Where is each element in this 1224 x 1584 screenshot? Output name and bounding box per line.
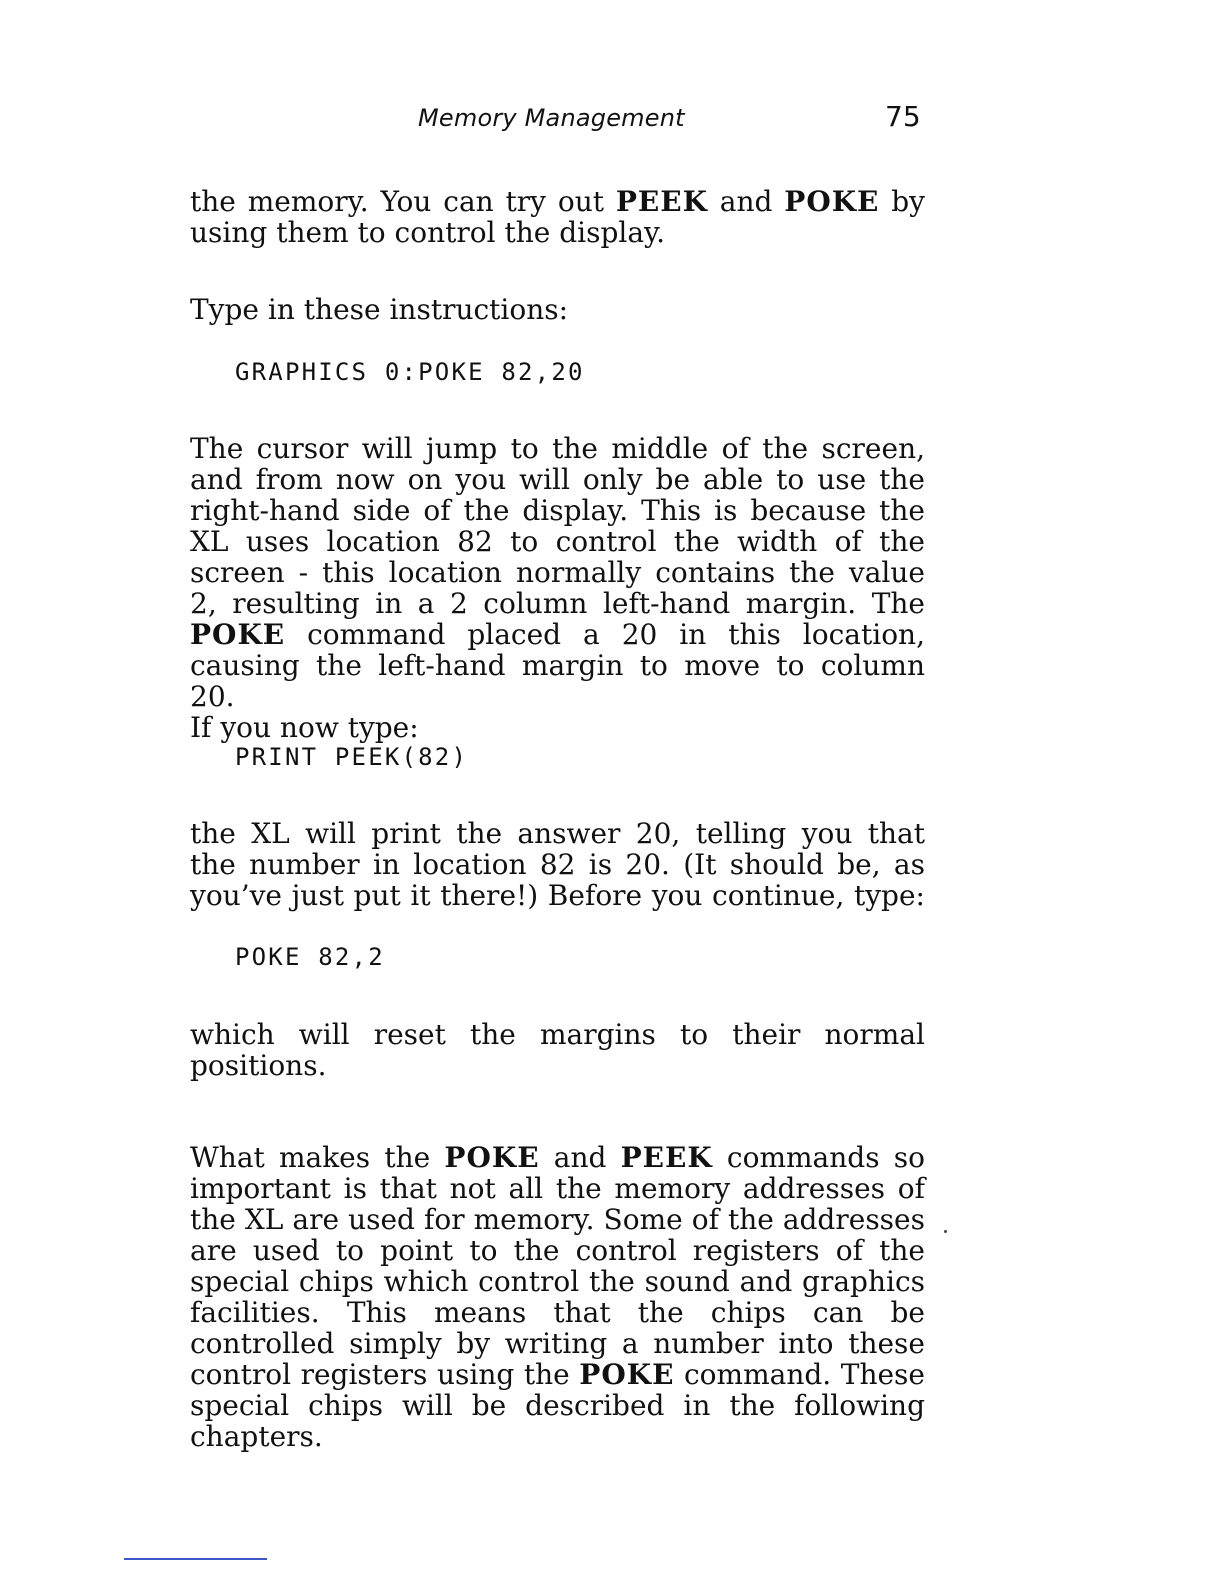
paragraph-line: XL uses location 82 to control the width of the — [190, 525, 925, 558]
paragraph-line: The cursor will jump to the middle of the screen, — [190, 432, 925, 465]
paragraph-line: screen - this location normally contains the value — [190, 556, 925, 589]
keyword-poke: POKE — [784, 185, 880, 218]
keyword-peek: PEEK — [615, 185, 708, 218]
text-run: What makes the — [190, 1141, 445, 1174]
paragraph-1 — [190, 186, 925, 248]
paragraph-line: you’ve just put it there!) Before you continue, type: — [190, 879, 925, 912]
paragraph-6 — [190, 1142, 925, 1452]
scan-speck — [944, 1230, 947, 1233]
code-line-poke-reset: POKE 82,2 — [235, 943, 385, 971]
paragraph-line: which will reset the margins to their normal — [190, 1018, 925, 1051]
text-run: and — [539, 1141, 621, 1174]
text-run: commands so — [712, 1141, 925, 1174]
text-run: control registers using the — [190, 1358, 580, 1391]
text-run: by — [879, 185, 925, 218]
paragraph-line: the number in location 82 is 20. (It should be, as — [190, 848, 925, 881]
paragraph-line: chapters. — [190, 1420, 323, 1453]
paragraph-line — [190, 619, 925, 650]
code-line-print-peek: PRINT PEEK(82) — [235, 743, 469, 771]
keyword-peek: PEEK — [620, 1141, 713, 1174]
paragraph-line: controlled simply by writing a number into these — [190, 1327, 925, 1360]
paragraph-line: facilities. This means that the chips can be — [190, 1296, 925, 1329]
paragraph-line: the XL are used for memory. Some of the addresses — [190, 1203, 925, 1236]
paragraph-line: and from now on you will only be able to use the — [190, 463, 925, 496]
footer-rule — [124, 1558, 267, 1560]
paragraph-line — [190, 186, 925, 217]
text-run: command placed a 20 in this location, — [285, 618, 925, 651]
paragraph-5 — [190, 1019, 925, 1081]
paragraph-line — [190, 1142, 925, 1173]
paragraph-line: If you now type: — [190, 711, 419, 744]
paragraph-line: 2, resulting in a 2 column left-hand margin. The — [190, 587, 925, 620]
keyword-poke: POKE — [579, 1358, 675, 1391]
paragraph-2 — [190, 294, 925, 325]
text-run: and — [707, 185, 785, 218]
paragraph-line: the XL will print the answer 20, telling you that — [190, 817, 925, 850]
running-head — [190, 100, 925, 140]
keyword-poke: POKE — [444, 1141, 540, 1174]
running-title: Memory Management — [418, 104, 685, 132]
paragraph-line — [190, 1359, 925, 1390]
paragraph-line: causing the left-hand margin to move to column 20. — [190, 649, 925, 713]
text-run: command. These — [674, 1358, 925, 1391]
paragraph-line: special chips which control the sound and graphics — [190, 1265, 925, 1298]
keyword-poke: POKE — [190, 618, 286, 651]
text-run: the memory. You can try out — [190, 185, 616, 218]
paragraph-line: special chips will be described in the following — [190, 1389, 925, 1422]
page-number: 75 — [885, 100, 921, 133]
paragraph-3 — [190, 433, 925, 743]
paragraph-line: using them to control the display. — [190, 216, 666, 249]
paragraph-4 — [190, 818, 925, 911]
paragraph-line: positions. — [190, 1049, 327, 1082]
code-line-graphics: GRAPHICS 0:POKE 82,20 — [235, 358, 585, 386]
paragraph-line: Type in these instructions: — [190, 293, 569, 326]
paragraph-line: are used to point to the control registers of the — [190, 1234, 925, 1267]
paragraph-line: important is that not all the memory addresses of — [190, 1172, 925, 1205]
paragraph-line: right-hand side of the display. This is because the — [190, 494, 925, 527]
